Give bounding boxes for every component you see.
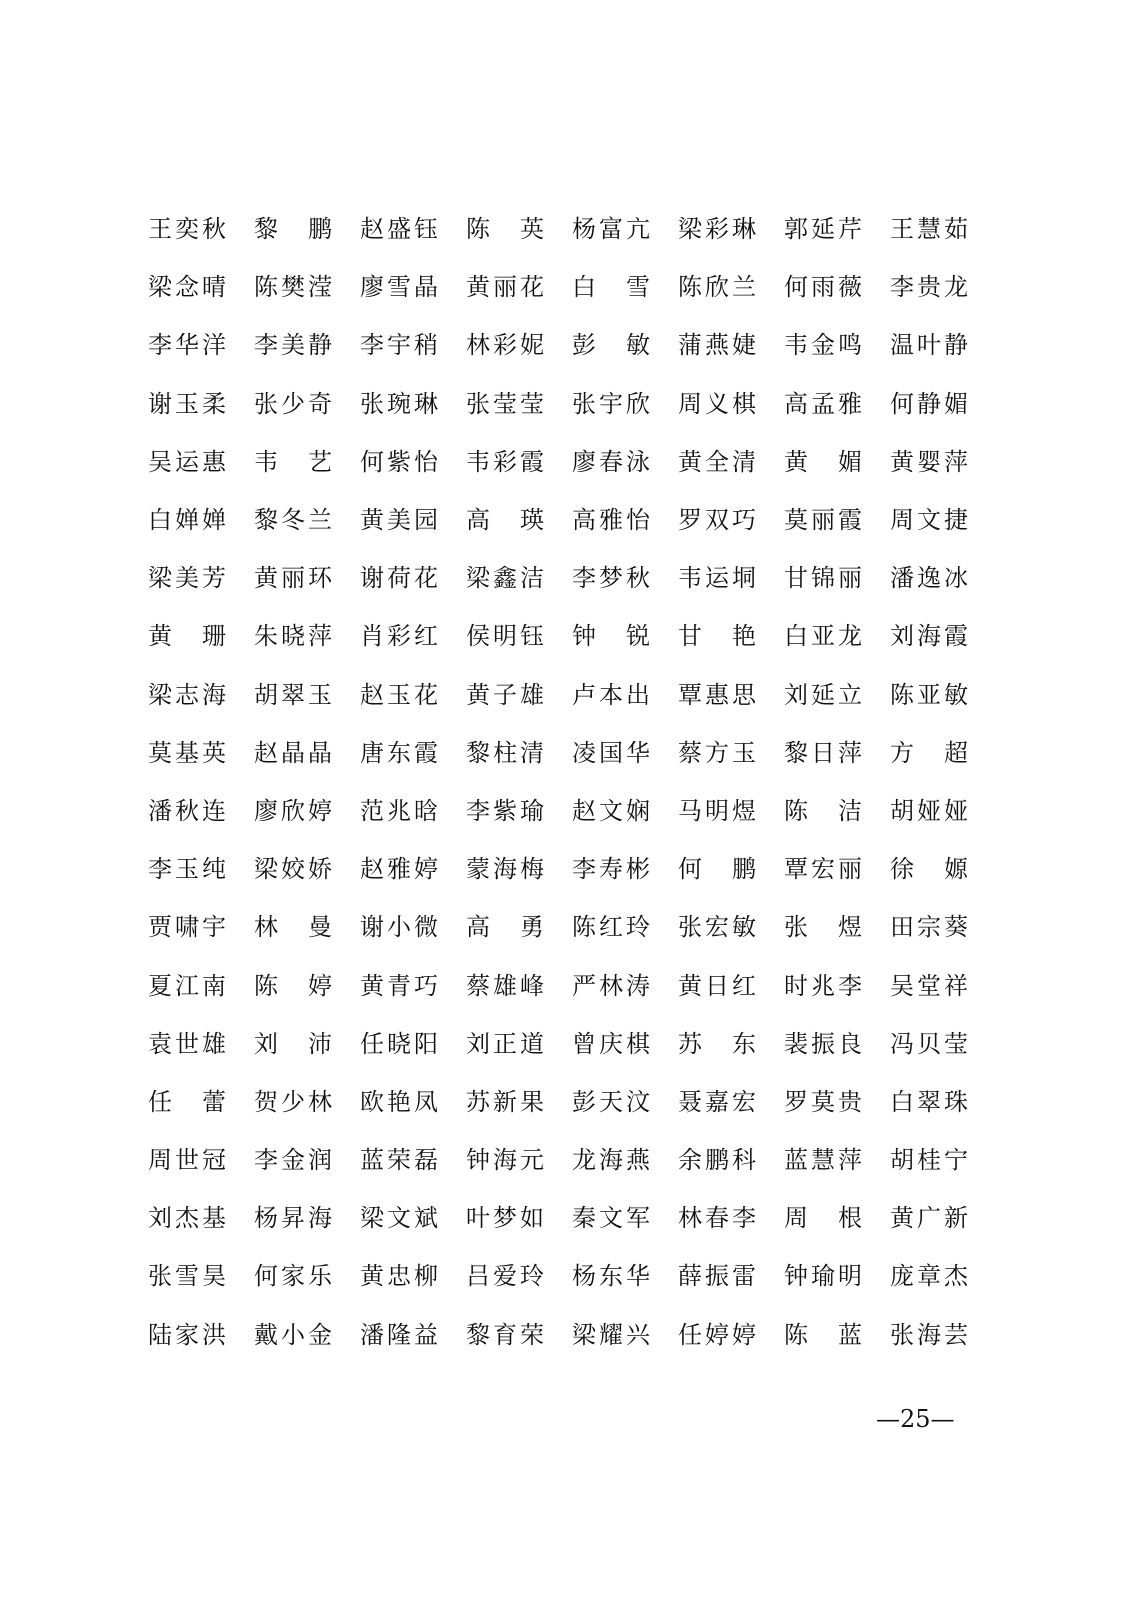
name-entry: 陈 蓝 xyxy=(784,1320,862,1349)
name-entry: 何静媚 xyxy=(890,389,968,418)
name-entry: 王慧茹 xyxy=(890,215,968,244)
name-entry: 蔡雄峰 xyxy=(466,971,544,1000)
name-entry: 肖彩红 xyxy=(360,622,438,651)
name-entry: 梁耀兴 xyxy=(572,1320,650,1349)
name-row xyxy=(148,724,978,782)
name-entry: 赵晶晶 xyxy=(254,738,332,767)
name-entry: 戴小金 xyxy=(254,1320,332,1349)
name-entry: 范兆晗 xyxy=(360,796,438,825)
name-entry: 甘 艳 xyxy=(678,622,756,651)
name-row xyxy=(148,607,978,665)
name-entry: 谢小微 xyxy=(360,913,438,942)
name-entry: 谢玉柔 xyxy=(148,389,226,418)
name-entry: 黄美园 xyxy=(360,506,438,535)
name-entry: 黄 珊 xyxy=(148,622,226,651)
name-entry: 彭天汶 xyxy=(572,1087,650,1116)
name-entry: 苏新果 xyxy=(466,1087,544,1116)
name-entry: 莫丽霞 xyxy=(784,506,862,535)
name-entry: 黎日萍 xyxy=(784,738,862,767)
name-entry: 赵雅婷 xyxy=(360,855,438,884)
name-entry: 李华洋 xyxy=(148,331,226,360)
name-entry: 胡娅娅 xyxy=(890,796,968,825)
name-entry: 裴振良 xyxy=(784,1029,862,1058)
name-entry: 覃惠思 xyxy=(678,680,756,709)
name-entry: 张莹莹 xyxy=(466,389,544,418)
name-entry: 周 根 xyxy=(784,1204,862,1233)
name-entry: 田宗葵 xyxy=(890,913,968,942)
name-entry: 温叶静 xyxy=(890,331,968,360)
name-entry: 林 曼 xyxy=(254,913,332,942)
name-entry: 赵盛钰 xyxy=(360,215,438,244)
name-entry: 赵玉花 xyxy=(360,680,438,709)
name-entry: 李宇稍 xyxy=(360,331,438,360)
name-entry: 侯明钰 xyxy=(466,622,544,651)
name-entry: 李美静 xyxy=(254,331,332,360)
name-row xyxy=(148,1131,978,1189)
name-entry: 吴运惠 xyxy=(148,447,226,476)
page-number: —25— xyxy=(876,1405,955,1433)
name-entry: 严林涛 xyxy=(572,971,650,1000)
name-entry: 潘隆益 xyxy=(360,1320,438,1349)
name-entry: 潘逸冰 xyxy=(890,564,968,593)
name-row xyxy=(148,1247,978,1305)
name-entry: 胡翠玉 xyxy=(254,680,332,709)
name-entry: 贾啸宇 xyxy=(148,913,226,942)
name-entry: 廖雪晶 xyxy=(360,273,438,302)
name-row xyxy=(148,782,978,840)
name-entry: 李贵龙 xyxy=(890,273,968,302)
name-entry: 刘海霞 xyxy=(890,622,968,651)
name-entry: 黎 鹏 xyxy=(254,215,332,244)
name-entry: 张少奇 xyxy=(254,389,332,418)
name-entry: 秦文军 xyxy=(572,1204,650,1233)
name-entry: 苏 东 xyxy=(678,1029,756,1058)
name-list xyxy=(148,200,978,1364)
name-entry: 袁世雄 xyxy=(148,1029,226,1058)
name-entry: 梁鑫洁 xyxy=(466,564,544,593)
name-entry: 曾庆棋 xyxy=(572,1029,650,1058)
name-entry: 黄 媚 xyxy=(784,447,862,476)
name-entry: 黄婴萍 xyxy=(890,447,968,476)
name-entry: 叶梦如 xyxy=(466,1204,544,1233)
name-entry: 高 勇 xyxy=(466,913,544,942)
name-entry: 庞章杰 xyxy=(890,1262,968,1291)
name-entry: 黎柱清 xyxy=(466,738,544,767)
name-entry: 赵文娴 xyxy=(572,796,650,825)
name-entry: 卢本出 xyxy=(572,680,650,709)
name-entry: 高雅怡 xyxy=(572,506,650,535)
name-entry: 陈红玲 xyxy=(572,913,650,942)
name-entry: 刘 沛 xyxy=(254,1029,332,1058)
name-entry: 钟 锐 xyxy=(572,622,650,651)
name-entry: 张雪昊 xyxy=(148,1262,226,1291)
name-entry: 李梦秋 xyxy=(572,564,650,593)
name-entry: 龙海燕 xyxy=(572,1146,650,1175)
name-entry: 陈 英 xyxy=(466,215,544,244)
name-entry: 冯贝莹 xyxy=(890,1029,968,1058)
name-entry: 白婵婵 xyxy=(148,506,226,535)
name-entry: 廖春泳 xyxy=(572,447,650,476)
name-entry: 黄忠柳 xyxy=(360,1262,438,1291)
name-entry: 彭 敏 xyxy=(572,331,650,360)
name-entry: 谢荷花 xyxy=(360,564,438,593)
name-entry: 何 鹏 xyxy=(678,855,756,884)
name-entry: 陈樊滢 xyxy=(254,273,332,302)
name-entry: 胡桂宁 xyxy=(890,1146,968,1175)
name-entry: 黄广新 xyxy=(890,1204,968,1233)
name-entry: 黄日红 xyxy=(678,971,756,1000)
name-entry: 陈亚敏 xyxy=(890,680,968,709)
name-entry: 何紫怡 xyxy=(360,447,438,476)
name-entry: 韦金鸣 xyxy=(784,331,862,360)
name-entry: 林彩妮 xyxy=(466,331,544,360)
name-entry: 黎冬兰 xyxy=(254,506,332,535)
name-row xyxy=(148,840,978,898)
name-row xyxy=(148,1073,978,1131)
name-entry: 黄青巧 xyxy=(360,971,438,1000)
name-entry: 蓝荣磊 xyxy=(360,1146,438,1175)
name-entry: 杨富亢 xyxy=(572,215,650,244)
name-row xyxy=(148,200,978,258)
name-row xyxy=(148,956,978,1014)
name-entry: 钟海元 xyxy=(466,1146,544,1175)
name-entry: 李寿彬 xyxy=(572,855,650,884)
name-entry: 朱晓萍 xyxy=(254,622,332,651)
name-entry: 梁姣娇 xyxy=(254,855,332,884)
name-entry: 余鹏科 xyxy=(678,1146,756,1175)
name-row xyxy=(148,491,978,549)
name-entry: 梁念晴 xyxy=(148,273,226,302)
name-entry: 林春李 xyxy=(678,1204,756,1233)
name-entry: 刘延立 xyxy=(784,680,862,709)
name-entry: 何雨薇 xyxy=(784,273,862,302)
name-entry: 钟瑜明 xyxy=(784,1262,862,1291)
name-entry: 韦运垌 xyxy=(678,564,756,593)
name-row xyxy=(148,898,978,956)
name-entry: 高孟雅 xyxy=(784,389,862,418)
name-entry: 甘锦丽 xyxy=(784,564,862,593)
name-entry: 陈 洁 xyxy=(784,796,862,825)
name-row xyxy=(148,433,978,491)
name-entry: 白亚龙 xyxy=(784,622,862,651)
name-entry: 张琬琳 xyxy=(360,389,438,418)
name-entry: 杨东华 xyxy=(572,1262,650,1291)
name-entry: 梁志海 xyxy=(148,680,226,709)
name-entry: 韦彩霞 xyxy=(466,447,544,476)
name-entry: 陈欣兰 xyxy=(678,273,756,302)
name-row xyxy=(148,375,978,433)
name-entry: 罗莫贵 xyxy=(784,1087,862,1116)
name-entry: 黄子雄 xyxy=(466,680,544,709)
name-entry: 蓝慧萍 xyxy=(784,1146,862,1175)
name-entry: 黄丽环 xyxy=(254,564,332,593)
name-entry: 夏江南 xyxy=(148,971,226,1000)
name-entry: 蒲燕婕 xyxy=(678,331,756,360)
name-entry: 蔡方玉 xyxy=(678,738,756,767)
name-entry: 薛振雷 xyxy=(678,1262,756,1291)
name-entry: 任晓阳 xyxy=(360,1029,438,1058)
name-entry: 刘杰基 xyxy=(148,1204,226,1233)
name-entry: 张宇欣 xyxy=(572,389,650,418)
name-entry: 聂嘉宏 xyxy=(678,1087,756,1116)
name-entry: 欧艳凤 xyxy=(360,1087,438,1116)
name-entry: 杨昇海 xyxy=(254,1204,332,1233)
name-entry: 陆家洪 xyxy=(148,1320,226,1349)
name-entry: 白翠珠 xyxy=(890,1087,968,1116)
name-entry: 郭延芹 xyxy=(784,215,862,244)
name-entry: 白 雪 xyxy=(572,273,650,302)
name-row xyxy=(148,316,978,374)
name-entry: 任婷婷 xyxy=(678,1320,756,1349)
name-entry: 覃宏丽 xyxy=(784,855,862,884)
name-entry: 蒙海梅 xyxy=(466,855,544,884)
name-entry: 梁彩琳 xyxy=(678,215,756,244)
name-entry: 张海芸 xyxy=(890,1320,968,1349)
name-entry: 贺少林 xyxy=(254,1087,332,1116)
name-row xyxy=(148,549,978,607)
name-entry: 黎育荣 xyxy=(466,1320,544,1349)
name-entry: 潘秋连 xyxy=(148,796,226,825)
name-entry: 吕爱玲 xyxy=(466,1262,544,1291)
name-entry: 廖欣婷 xyxy=(254,796,332,825)
name-entry: 何家乐 xyxy=(254,1262,332,1291)
name-entry: 时兆李 xyxy=(784,971,862,1000)
name-entry: 李金润 xyxy=(254,1146,332,1175)
name-entry: 李紫瑜 xyxy=(466,796,544,825)
name-entry: 高 瑛 xyxy=(466,506,544,535)
name-row xyxy=(148,1015,978,1073)
name-entry: 马明煜 xyxy=(678,796,756,825)
name-entry: 徐 嫄 xyxy=(890,855,968,884)
name-entry: 张宏敏 xyxy=(678,913,756,942)
name-row xyxy=(148,1189,978,1247)
name-entry: 韦 艺 xyxy=(254,447,332,476)
name-entry: 莫基英 xyxy=(148,738,226,767)
name-row xyxy=(148,1306,978,1364)
name-entry: 周义棋 xyxy=(678,389,756,418)
name-row xyxy=(148,258,978,316)
name-entry: 张 煜 xyxy=(784,913,862,942)
name-entry: 吴堂祥 xyxy=(890,971,968,1000)
name-entry: 陈 婷 xyxy=(254,971,332,1000)
name-entry: 黄丽花 xyxy=(466,273,544,302)
name-entry: 刘正道 xyxy=(466,1029,544,1058)
name-entry: 王奕秋 xyxy=(148,215,226,244)
name-entry: 周世冠 xyxy=(148,1146,226,1175)
name-entry: 方 超 xyxy=(890,738,968,767)
name-entry: 周文捷 xyxy=(890,506,968,535)
name-entry: 罗双巧 xyxy=(678,506,756,535)
name-entry: 任 蕾 xyxy=(148,1087,226,1116)
name-entry: 梁文斌 xyxy=(360,1204,438,1233)
name-row xyxy=(148,666,978,724)
name-entry: 李玉纯 xyxy=(148,855,226,884)
name-entry: 梁美芳 xyxy=(148,564,226,593)
name-entry: 黄全清 xyxy=(678,447,756,476)
name-entry: 凌国华 xyxy=(572,738,650,767)
name-entry: 唐东霞 xyxy=(360,738,438,767)
